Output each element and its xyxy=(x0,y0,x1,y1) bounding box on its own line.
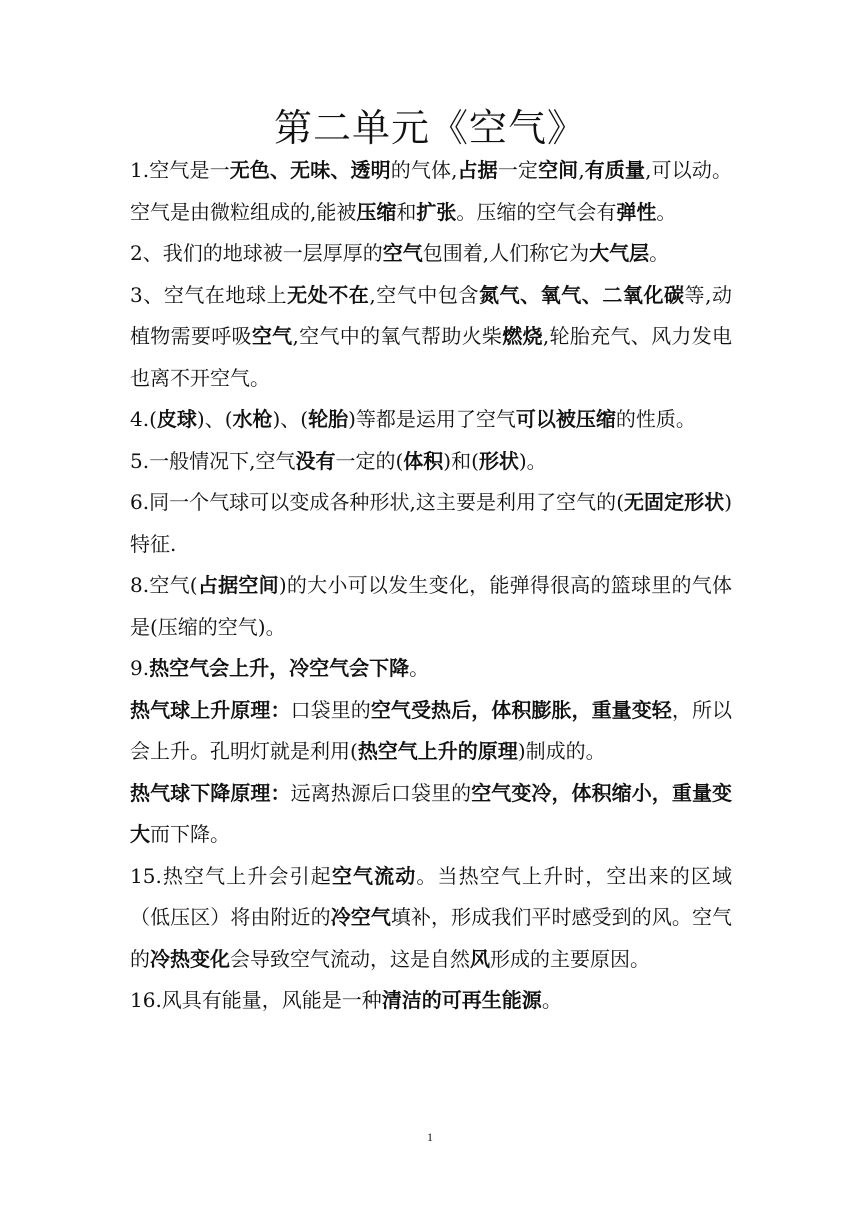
text-run: 15.热空气上升会引起 xyxy=(130,863,332,888)
text-run: 等,动植物需要呼吸 xyxy=(130,282,733,348)
text-run: 4.( xyxy=(130,407,157,431)
text-run: 1.空气是一 xyxy=(130,158,230,182)
text-run: 口袋里的 xyxy=(290,697,371,722)
bold-text: 皮球 xyxy=(156,407,197,431)
paragraph xyxy=(130,690,732,773)
text-run: 远离热源后口袋里的 xyxy=(290,780,472,805)
text-run: ,空气中包含 xyxy=(369,282,480,307)
text-run: 一定的( xyxy=(335,448,404,473)
bold-text: 热气球下降原理： xyxy=(130,780,291,805)
bold-text: 压缩 xyxy=(356,199,397,224)
text-run: )特征. xyxy=(130,490,732,556)
paragraph xyxy=(130,565,732,648)
bold-text: 风 xyxy=(470,946,490,971)
bold-text: 轮胎 xyxy=(308,407,349,431)
text-run: )制成的。 xyxy=(517,739,606,763)
text-run: )、( xyxy=(272,407,309,431)
text-run: 6.同一个气球可以变成各种形状,这主要是利用了空气的( xyxy=(130,490,624,514)
paragraph xyxy=(130,441,732,483)
paragraph xyxy=(130,233,732,275)
bold-text: 氮气、氧气、二氧化碳 xyxy=(479,282,685,307)
text-run: 2、我们的地球被一层厚厚的 xyxy=(130,241,383,265)
bold-text: 大气层 xyxy=(589,241,650,265)
bold-text: 冷热变化 xyxy=(150,946,230,971)
text-run: )。 xyxy=(518,448,547,473)
bold-text: 无处不在 xyxy=(287,282,370,307)
text-run: )等都是运用了空气 xyxy=(348,407,516,431)
text-run: ,空气中的氧气帮助火柴 xyxy=(292,324,503,348)
paragraph xyxy=(130,482,732,565)
text-run: ,轮胎充气、风力发电也离不开空气。 xyxy=(130,324,733,390)
text-run: 。 xyxy=(649,241,670,265)
text-run: 的气体, xyxy=(390,158,458,182)
bold-text: 体积 xyxy=(403,448,444,473)
bold-text: 占据 xyxy=(457,158,498,182)
text-run: 3、空气在地球上 xyxy=(130,282,288,307)
text-run: 5.一般情况下,空气 xyxy=(130,448,296,473)
bold-text: 空气 xyxy=(382,241,423,265)
bold-text: 热空气会上升，冷空气会下降 xyxy=(149,656,410,680)
text-run: 包围着,人们称它为 xyxy=(422,241,590,265)
bold-text: 没有 xyxy=(295,448,336,473)
paragraph xyxy=(130,773,732,856)
text-run: 8.空气( xyxy=(130,573,198,597)
bold-text: 空气 xyxy=(251,324,293,348)
text-run: 。 xyxy=(656,199,677,224)
bold-text: 水枪 xyxy=(232,407,273,431)
text-run: ,可以动。空气是由微粒组成的,能被 xyxy=(130,158,733,224)
paragraph xyxy=(130,150,732,233)
text-run: 填补，形成我们平时感受到的风。空气的 xyxy=(130,905,733,971)
text-run: )和( xyxy=(443,448,479,473)
text-run: 。 xyxy=(541,988,562,1012)
bold-text: 热气球上升原理： xyxy=(130,697,291,722)
text-run: 9. xyxy=(130,656,150,680)
bold-text: 燃烧 xyxy=(502,324,543,348)
bold-text: 无固定形状 xyxy=(624,490,725,514)
text-run: 16.风具有能量，风能是一种 xyxy=(130,988,382,1012)
text-run: ，所以会上升。孔明灯就是利用( xyxy=(130,697,733,763)
paragraph xyxy=(130,856,732,981)
bold-text: 占据空间 xyxy=(197,573,279,597)
text-run: 。压缩的空气会有 xyxy=(456,199,617,224)
bold-text: 有质量 xyxy=(584,158,646,182)
bold-text: 空气变冷，体积缩小，重量变大 xyxy=(130,780,733,846)
paragraph xyxy=(130,980,732,1022)
paragraph xyxy=(130,275,732,400)
paragraph xyxy=(130,648,732,690)
text-run: 一定 xyxy=(497,158,539,182)
bold-text: 冷空气 xyxy=(330,905,391,929)
bold-text: 可以被压缩 xyxy=(515,407,616,431)
text-run: )的大小可以发生变化，能弹得很高的篮球里的气体是(压缩的空气)。 xyxy=(130,573,732,639)
text-run: 会导致空气流动，这是自然 xyxy=(230,946,470,971)
bold-text: 空间 xyxy=(538,158,579,182)
bold-text: 空气受热后，体积膨胀，重量变轻 xyxy=(370,697,672,722)
document-body xyxy=(130,150,732,1022)
page-title: 第二单元《空气》 xyxy=(273,106,586,150)
text-run: 和 xyxy=(396,199,417,224)
text-run: 形成的主要原因。 xyxy=(490,946,650,971)
text-run: )、( xyxy=(196,407,233,431)
text-run: , xyxy=(578,158,585,182)
bold-text: 形状 xyxy=(478,448,519,473)
text-run: 而下降。 xyxy=(150,822,230,846)
bold-text: 空气流动 xyxy=(331,863,417,888)
bold-text: 热空气上升的原理 xyxy=(357,739,518,763)
text-run: 的性质。 xyxy=(615,407,696,431)
paragraph xyxy=(130,399,732,441)
bold-text: 弹性 xyxy=(616,199,657,224)
bold-text: 无色、无味、透明 xyxy=(229,158,391,182)
bold-text: 清洁的可再生能源 xyxy=(381,988,542,1012)
bold-text: 扩张 xyxy=(416,199,457,224)
text-run: 。当热空气上升时，空出来的区域（低压区）将由附近的 xyxy=(130,863,733,929)
page-number: 1 xyxy=(427,1130,433,1144)
text-run: 。 xyxy=(409,656,430,680)
